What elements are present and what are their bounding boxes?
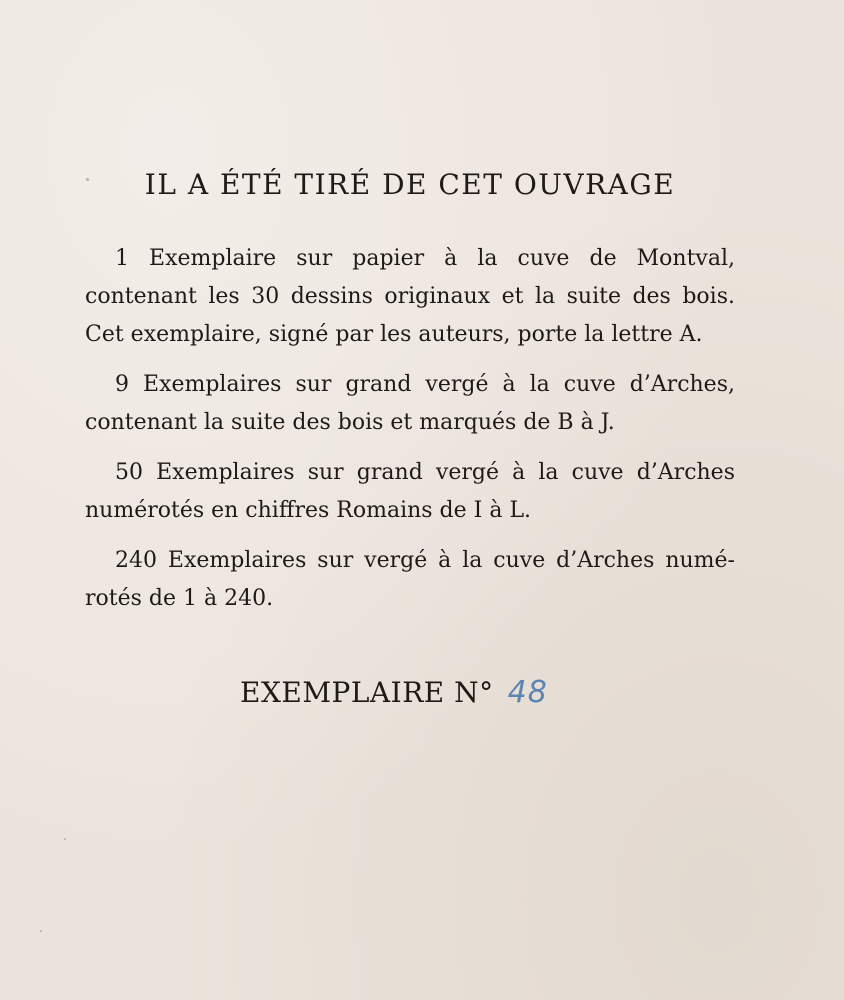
entry-line: 1 Exemplaire sur papier à la cuve de Montval,	[115, 246, 735, 271]
entry-line: rotés de 1 à 240.	[85, 586, 274, 611]
handwritten-copy-number: 48	[507, 675, 548, 710]
edition-list	[85, 240, 735, 630]
entry-line: Cet exemplaire, signé par les auteurs, porte la lettre A.	[85, 322, 703, 347]
copy-label: EXEMPLAIRE N°	[240, 676, 494, 709]
edition-entry-montval	[85, 240, 735, 354]
entry-line: 50 Exemplaires sur grand vergé à la cuve d’Arches	[115, 460, 735, 485]
entry-line: 240 Exemplaires sur vergé à la cuve d’Arches numé-	[115, 548, 735, 573]
copy-number-line	[240, 675, 548, 710]
paper-speck	[40, 930, 42, 932]
colophon-heading: IL A ÉTÉ TIRÉ DE CET OUVRAGE	[144, 168, 676, 201]
entry-line: contenant les 30 dessins originaux et la suite des bois.	[85, 284, 735, 309]
paper-speck	[86, 178, 89, 181]
entry-line: 9 Exemplaires sur grand vergé à la cuve d’Arches,	[115, 372, 735, 397]
edition-entry-grand-verge-lettered	[85, 366, 735, 442]
entry-line: contenant la suite des bois et marqués de B à J.	[85, 410, 615, 435]
paper-speck	[64, 838, 66, 840]
edition-entry-verge-numbered	[85, 542, 735, 618]
entry-line: numérotés en chiffres Romains de I à L.	[85, 498, 532, 523]
edition-entry-grand-verge-roman	[85, 454, 735, 530]
